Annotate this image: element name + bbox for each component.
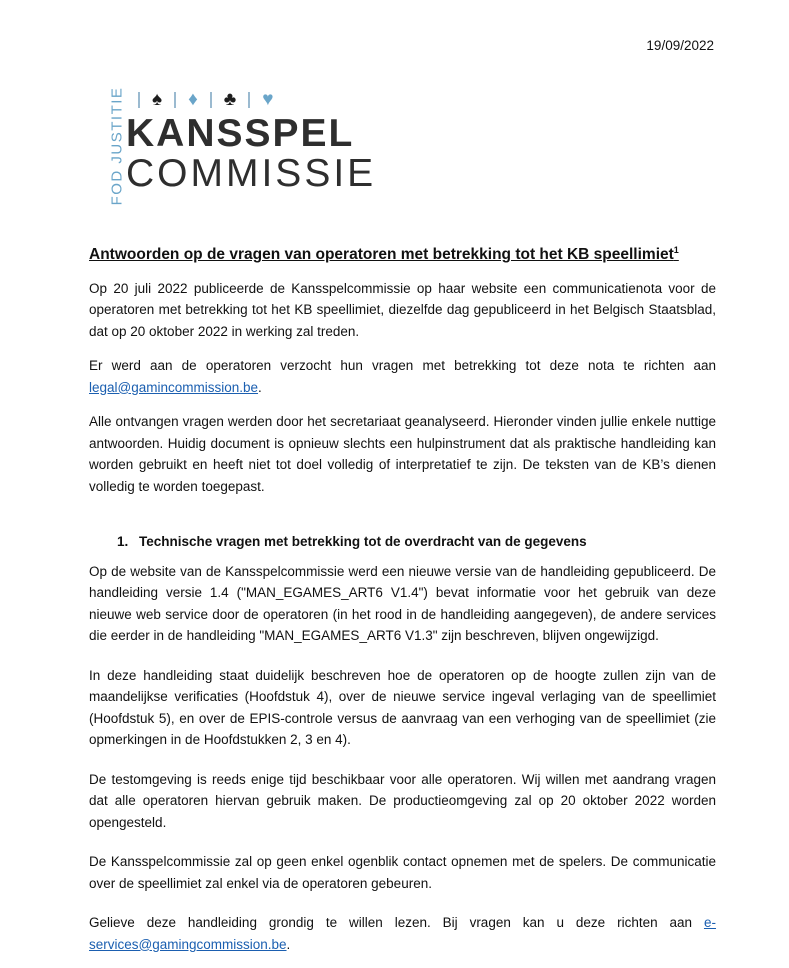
card-suits-row	[126, 88, 274, 112]
section-heading-text: Technische vragen met betrekking tot de overdracht van de gegevens	[139, 534, 587, 550]
section-1-heading	[117, 531, 716, 553]
heart-icon: ♥	[262, 89, 274, 110]
contact-text: Er werd aan de operatoren verzocht hun vragen met betrekking tot deze nota te richten aan	[89, 358, 716, 374]
document-title	[89, 240, 716, 266]
fod-justitie-vertical-text	[108, 86, 126, 206]
suit-separator	[210, 92, 212, 108]
contact-end: .	[258, 379, 262, 395]
document-body	[89, 240, 716, 968]
section-1-paragraph-1: Op de website van de Kansspelcommissie werd een nieuwe versie van de handleiding gepubliceerd. De handleiding versie 1.4 ("MAN_EGAMES_ART6 V1.4") bevat informatie voor het gebruik van deze nieuwe web service door de operatoren (in het rood in de handleiding aangegeven), de andere services die eerder in de handleiding "MAN_EGAMES_ART6 V1.3" zijn beschreven, blijven ongewijzigd.	[89, 563, 716, 644]
logo-kansspel: KANSSPEL	[126, 112, 355, 155]
logo-commissie: COMMISSIE	[126, 152, 377, 195]
fod-justitie-label: FOD JUSTITIE	[108, 86, 126, 206]
footnote-marker: 1	[673, 245, 679, 255]
club-icon: ♣	[223, 89, 237, 110]
section-1-paragraph-3: De testomgeving is reeds enige tijd beschikbaar voor alle operatoren. Wij willen met aandrang vragen dat alle operatoren hiervan gebruik maken. De productieomgeving zal op 20 oktober 2022 worden opengesteld.	[89, 771, 716, 830]
section-1-paragraph-2: In deze handleiding staat duidelijk beschreven hoe de operatoren op de hoogte zullen zijn van de maandelijkse verificaties (Hoofdstuk 4), over de nieuwe service ingeval verlaging van de speellimiet (Hoofdstuk 5), en over de EPIS-controle versus de aanvraag van een verhoging van de speellimiet (zie opmerkingen in de Hoofdstukken 2, 3 en 4).	[89, 667, 716, 748]
analysis-paragraph: Alle ontvangen vragen werden door het secretariaat geanalyseerd. Hieronder vinden jullie enkele nuttige antwoorden. Huidig document is opnieuw slechts een hulpinstrument dat als praktische handleiding kan worden gebruikt en heeft niet tot doel volledig of interpretatief te zijn. De teksten van de KB’s dienen volledig te worden toegepast.	[89, 414, 716, 494]
section-1-paragraph-4: De Kansspelcommissie zal op geen enkel ogenblik contact opnemen met de spelers. De communicatie over de speellimiet zal enkel via de operatoren gebeuren.	[89, 854, 716, 891]
suit-separator	[138, 92, 140, 108]
e-services-end: .	[286, 936, 291, 952]
section-1-paragraph-5	[89, 912, 716, 955]
intro-paragraph: Op 20 juli 2022 publiceerde de Kansspelcommissie op haar website een communicatienota voor de operatoren met betrekking tot het KB speellimiet, diezelfde dag gepubliceerd in het Belgisch Staatsblad, dat op 20 oktober 2022 in werking zal treden.	[89, 280, 716, 339]
section-number: 1.	[117, 534, 129, 550]
legal-email-link[interactable]: legal@gamincommission.be	[89, 379, 259, 395]
e-services-email-link[interactable]: e-services@gamingcommission.be	[89, 915, 716, 952]
kansspelcommissie-logo	[108, 86, 377, 206]
contact-paragraph	[89, 355, 716, 398]
title-text: Antwoorden op de vragen van operatoren met betrekking tot het KB speellimiet	[89, 246, 674, 264]
spade-icon: ♠	[152, 89, 163, 110]
e-services-text: Gelieve deze handleiding grondig te willen lezen. Bij vragen kan u deze richten aan	[89, 915, 693, 931]
diamond-icon: ♦	[188, 89, 198, 110]
suit-separator	[174, 92, 176, 108]
document-date: 19/09/2022	[646, 38, 714, 53]
suit-separator	[248, 92, 250, 108]
